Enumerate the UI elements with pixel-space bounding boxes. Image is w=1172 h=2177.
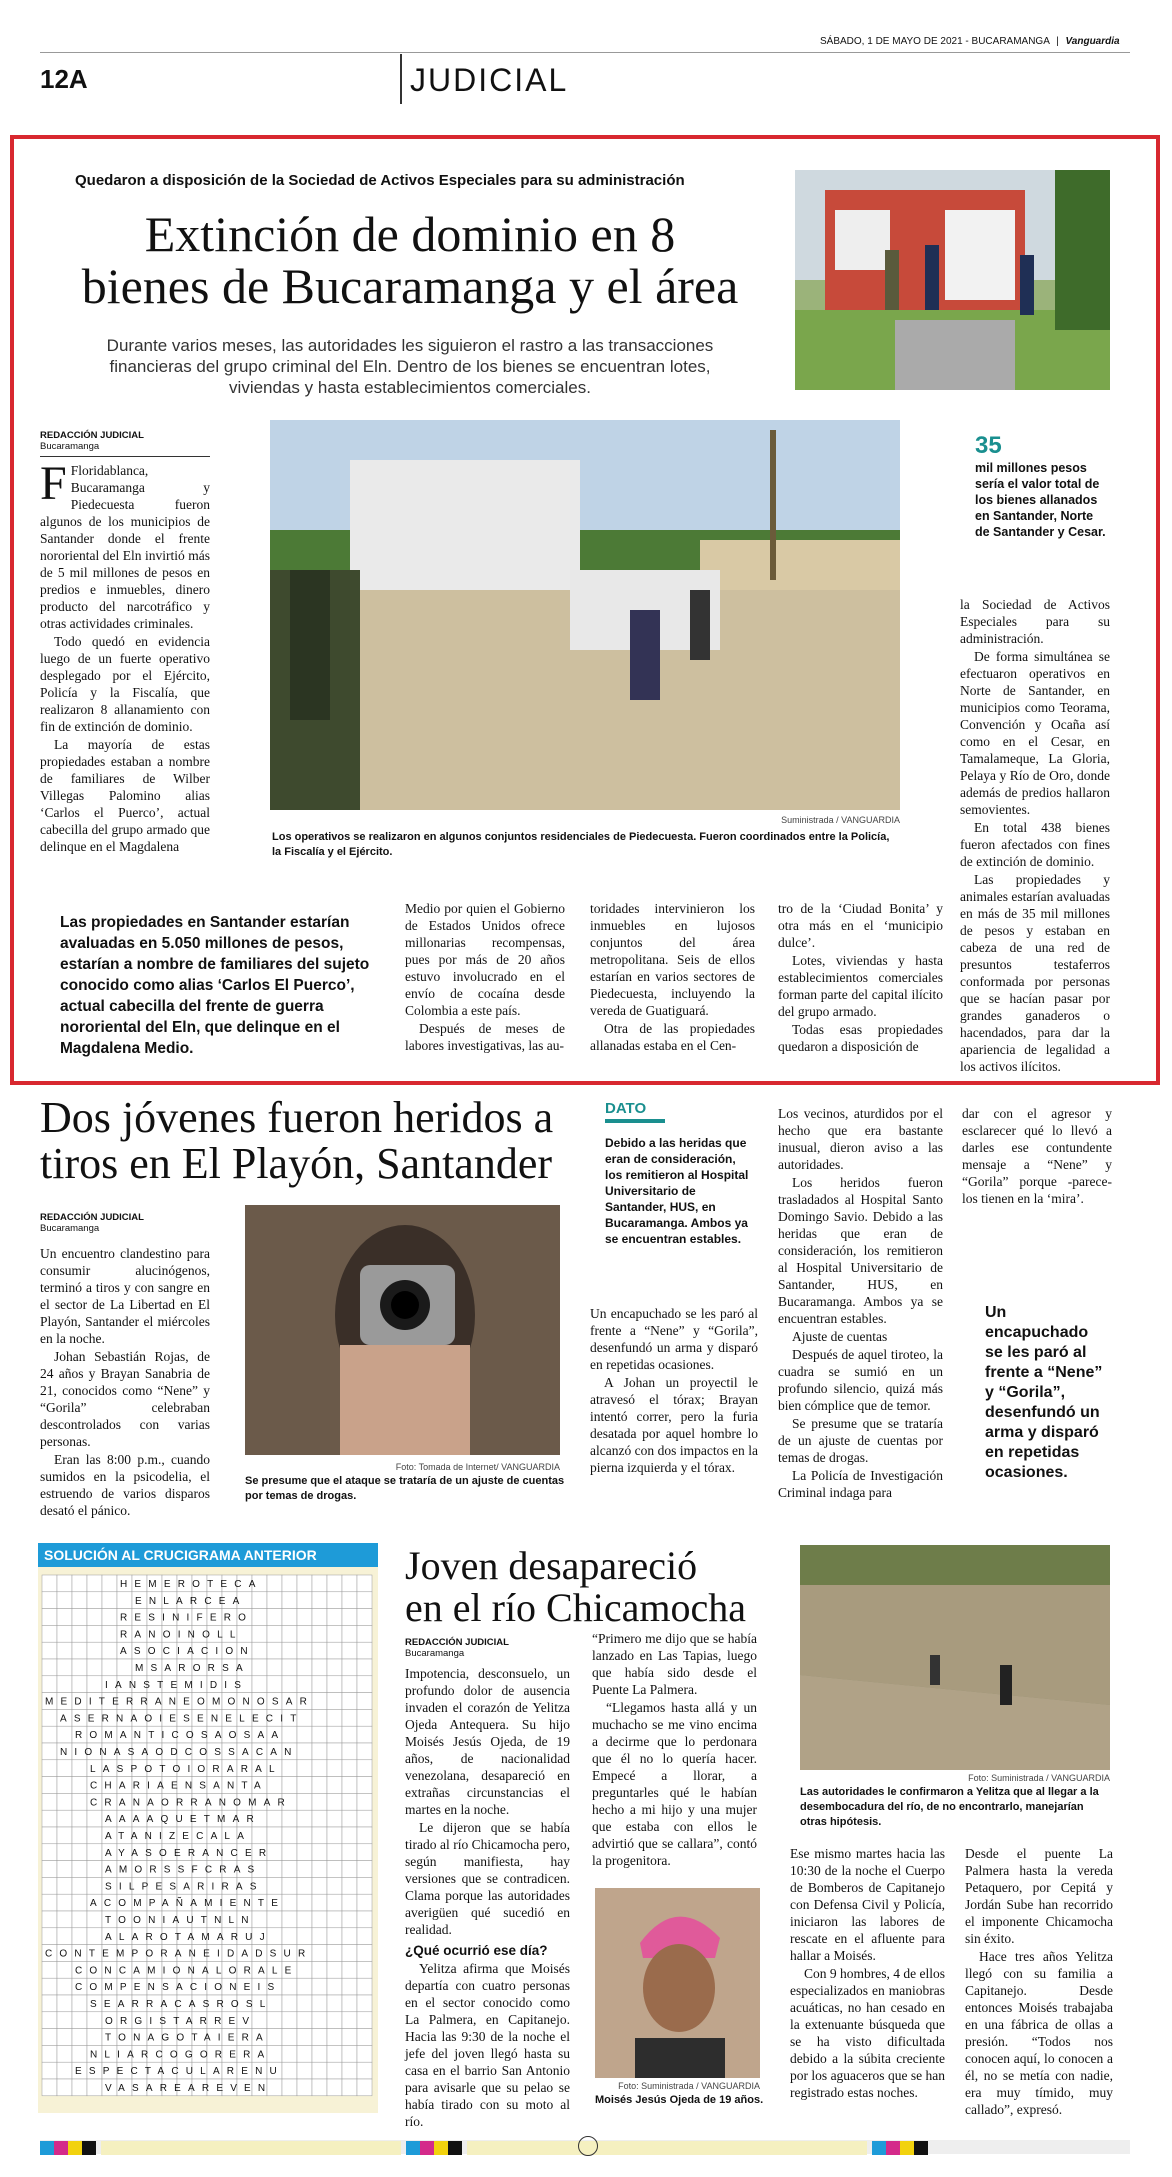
story1-col5-p2: De forma simultánea se efectuaron operativos en Norte de Santander, en municipios como Teorama, Convención y Ocaña así como en el Cesar, en Tamalameque, La Gloria, Pelaya y Río de Oro, donde además de predios hallaron semovientes.: [960, 649, 1110, 817]
crossword-row: [42, 1928, 372, 1945]
story2-column-1: [40, 1245, 210, 1520]
story1-headline: [40, 208, 780, 312]
crossword-row-text: TOONIAUTNLN: [105, 1915, 256, 1926]
story2-byline: [40, 1212, 210, 1234]
crossword-row-text: ASERNAOIESENELECIT: [60, 1713, 304, 1725]
story3-byline-place: Bucaramanga: [405, 1648, 465, 1659]
story1-col5-p3: En total 438 bienes fueron afectados con fines de extinción de dominio.: [960, 820, 1110, 869]
crossword-row: [42, 1642, 372, 1659]
crossword-row: [42, 1760, 372, 1777]
story1-stat-text: mil millones pesos sería el valor total de los bienes allanados en Santander, Norte de Santander y Cesar.: [975, 461, 1106, 539]
story1-col2-p2: Después de meses de labores investigativas, las au-: [405, 1021, 565, 1053]
crossword-row: [42, 1575, 372, 1592]
story3-portrait-caption: Moisés Jesús Ojeda de 19 años.: [595, 2094, 764, 2106]
crossword-row-text: MEDITERRANEOMONOSAR: [45, 1696, 315, 1708]
story3-col2-p2: “Llegamos hasta allá y un muchacho se me vino encima a decirme que lo perdonara que él no lo quería hacer. Empecé a llorar, a preguntarles qué le habían hecho a mi hijo y una mujer que estaba con ellos le advirtió que se callara”, contó la progenitora.: [592, 1700, 757, 1868]
story1-column-3: [590, 900, 755, 1055]
story3-col3-p2: Con 9 hombres, 4 de ellos especializados en maniobras acuáticas, no han cesado en la extenuante búsqueda que se ha visto dificultada debido a la súbita creciente por los aguaceros que se han registrado estas noches.: [790, 1966, 945, 2100]
crossword-row-text: VASAREAREVEN: [105, 2083, 273, 2094]
crossword-grid: [38, 1567, 378, 2112]
story2-column-5: [962, 1105, 1112, 1208]
story2-col1-p3: Eran las 8:00 p.m., cuando sumidos en la psicodelia, el estruendo de varios disparos desató el pánico.: [40, 1452, 210, 1518]
crossword-row: [42, 1945, 372, 1962]
crossword-row-text: TONAGOTAIERA: [105, 2032, 270, 2044]
story2-col1-p1: Un encuentro clandestino para consumir alucinógenos, terminó a tiros y con sangre en el sector de La Libertad en El Playón, Santander el miércoles en la noche.: [40, 1246, 210, 1346]
crossword-row: [42, 1861, 372, 1878]
crossword-row: [42, 1592, 372, 1609]
story1-col3-p1: toridades intervinieron los inmuebles en lujosos conjuntos del área metropolitana. Seis de ellos estarían en varios sectores de Piedecuesta, incluyendo la vereda de Guatiguará.: [590, 901, 755, 1018]
story2-col1-p2: Johan Sebastián Rojas, de 24 años y Brayan Sanabria de 21, conocidos como “Nene” y “Gorila” celebraban descontrolados con varias personas.: [40, 1349, 210, 1449]
crossword-row-text: LASPOTOIORARAL: [90, 1763, 282, 1775]
portrait-illustration: [595, 1888, 760, 2078]
crossword-row: [42, 2045, 372, 2062]
crossword-panel: [38, 1543, 378, 2113]
crossword-row: [42, 1810, 372, 1827]
crossword-row: [42, 1877, 372, 1894]
crossword-row-text: AMORSSFCRAS: [105, 1864, 262, 1876]
crossword-row-text: ENLARCEA: [135, 1595, 247, 1607]
story3-col4-p1: Desde el puente La Palmera hasta la vereda Petaquero, por Cepitá y Jordán Sube han recorrido el imponente Chicamocha sin éxito.: [965, 1846, 1113, 1946]
crossword-row-text: NLIARCOGORERA: [90, 2049, 272, 2061]
story2-photo-caption: Se presume que el ataque se trataría de un ajuste de cuentas por temas de drogas.: [245, 1475, 565, 1502]
crossword-row-text: ASOCIACION: [120, 1646, 255, 1658]
dato-label: DATO: [605, 1100, 665, 1123]
story1-byline-place: Bucaramanga: [40, 441, 100, 452]
story1-deck: Durante varios meses, las autoridades les siguieron el rastro a las transacciones financieras del grupo criminal del Eln. Dentro de los bienes se encuentran lotes, viviendas y hasta establecimientos comerciales.: [106, 336, 714, 397]
story3-river-credit: Foto: Suministrada / VANGUARDIA: [968, 1773, 1110, 1783]
crossword-row: [42, 1961, 372, 1978]
story2-col4-p4: Se presume que se trataría de un ajuste de cuentas por temas de drogas.: [778, 1416, 943, 1465]
gun-photo-illustration: [245, 1205, 560, 1455]
story1-main-photo: [270, 420, 900, 810]
story3-col1-p2: Le dijeron que se había tirado al río Chicamocha pero, según manifiesta, hay versiones que se contradicen. Clama porque las autoridades averigüen qué sucedió en realidad.: [405, 1820, 570, 1937]
story3-headline-line1: Joven desapareció: [405, 1543, 698, 1588]
crossword-row-text: IANSTEMIDIS: [105, 1679, 249, 1691]
crossword-row-text: ALAROTAMARUJ: [105, 1931, 272, 1943]
story1-byline-name: REDACCIÓN JUDICIAL: [40, 430, 144, 441]
story1-col4-p3: Todas esas propiedades quedaron a disposición de: [778, 1022, 943, 1054]
crossword-row: [42, 1709, 372, 1726]
story2-col5-p1: dar con el agresor y esclarecer qué lo llevó a darles ese contundente mensaje a “Nene” y “Gorila” porque -parece- los tienen en la ‘mira’.: [962, 1106, 1112, 1206]
crossword-row-text: COMPENSACIONEIS: [75, 1982, 282, 1994]
story3-headline-line2: en el río Chicamocha: [405, 1585, 746, 1630]
brand-logo: Vanguardia: [1065, 36, 1120, 47]
crossword-row: [42, 1793, 372, 1810]
crossword-row: [42, 2062, 372, 2079]
story1-photo-credit: Suministrada / VANGUARDIA: [781, 815, 900, 825]
story3-byline-name: REDACCIÓN JUDICIAL: [405, 1637, 509, 1648]
crossword-row: [42, 1777, 372, 1794]
crossword-row-text: SEARRACASROSL: [90, 1999, 273, 2010]
story2-col3-p2: A Johan un proyectil le atravesó el tórax; Brayan intentó correr, pero la furia desatada por aquel hombre lo alcanzó con dos impactos en la pierna izquierda y el tórax.: [590, 1375, 758, 1475]
river-illustration: [800, 1545, 1110, 1770]
crossword-row-text: HEMEROTECA: [120, 1579, 263, 1590]
crossword-row-text: NIONASAODCOSSACAN: [60, 1747, 299, 1758]
house-photo-illustration: [795, 170, 1110, 390]
story1-col2-p1: Medio por quien el Gobierno de Estados Unidos ofrece millonarias recompensas, pues por más de 20 años estuvo involucrado en el envío de cocaína desde Colombia a este país.: [405, 901, 565, 1018]
story3-headline: [405, 1545, 785, 1629]
story1-kicker: Quedaron a disposición de la Sociedad de Activos Especiales para su administración: [75, 172, 685, 189]
story1-col1-p1: F Floridablanca, Bucaramanga y Piedecuesta fueron algunos de los municipios de Santander donde el frente nororiental del Eln invirtió más de 5 mil millones de pesos en predios e inmuebles, dinero producto del narcotráfico y otras actividades criminales.: [40, 457, 210, 631]
story3-column-1: [405, 1665, 570, 2131]
story2-headline-line1: Dos jóvenes fueron heridos a: [40, 1093, 554, 1142]
story2-gun-photo: [245, 1205, 560, 1455]
crossword-row-text: ROMANTICOSAOSAA: [75, 1730, 286, 1742]
story1-column-5: [960, 596, 1110, 1076]
crossword-row-text: RANOINOLL: [120, 1629, 243, 1641]
crossword-row-text: CRANAORRANOMAR: [90, 1797, 292, 1809]
story3-river-caption: Las autoridades le confirmaron a Yelitza que al llegar a la desembocadura del río, de no encontrarlo, manejarían otras hipótesis.: [800, 1786, 1099, 1828]
story3-column-2: [592, 1630, 757, 1870]
story1-house-photo: [795, 170, 1110, 390]
crossword-row-text: SILPESARIRAS: [105, 1881, 264, 1893]
story2-col3-p1: Un encapuchado se les paró al frente a “Nene” y “Gorila”, desenfundó un arma y disparó en repetidas ocasiones.: [590, 1306, 758, 1372]
crossword-row: [42, 1609, 372, 1626]
story2-subhead: Ajuste de cuentas: [792, 1329, 888, 1344]
story3-col2-p1: “Primero me dijo que se había lanzado en Las Tapias, luego que había sido desde el Puente La Palmera.: [592, 1631, 757, 1697]
story2-byline-name: REDACCIÓN JUDICIAL: [40, 1212, 144, 1223]
story1-column-2: [405, 900, 565, 1055]
crossword-row-text: AAAAQUETMAR: [105, 1814, 261, 1826]
crossword-row-text: CONTEMPORANEIDADSUR: [45, 1948, 313, 1960]
crossword-row: [42, 1659, 372, 1676]
dato-text: Debido a las heridas que eran de consideración, los remitieron al Hospital Universitario de Santander, HUS, en Bucaramanga. Ambos ya se encuentran estables.: [605, 1136, 749, 1246]
story3-subhead: ¿Qué ocurrió ese día?: [405, 1943, 548, 1958]
crossword-row-text: CHARIAENSANTA: [90, 1780, 268, 1792]
story3-col1-p1: Impotencia, desconsuelo, un profundo dolor de ausencia invaden el corazón de Yelitza Ojeda Antequera. Su hijo Moisés Jesús Ojeda, de 19 años, de nacionalidad venezolana, desapareció en extrañas circunstancias el martes en la noche.: [405, 1666, 570, 1817]
crossword-row-text: CONCAMIONALORALE: [75, 1965, 299, 1977]
crossword-row: [42, 1827, 372, 1844]
crossword-row: [42, 1693, 372, 1710]
story1-column-4: [778, 900, 943, 1056]
story1-col3-p2: Otra de las propiedades allanadas estaba en el Cen-: [590, 1021, 755, 1053]
story3-column-4: [965, 1845, 1113, 2119]
story1-pullquote: Las propiedades en Santander estarían avaluadas en 5.050 millones de pesos, estarían a nombre de familiares del sujeto conocido como alias ‘Carlos El Puerco’, actual cabecilla del frente de guerra nororiental del Eln, que delinque en el Magdalena Medio.: [60, 914, 370, 1057]
crossword-row: [42, 1894, 372, 1911]
story2-column-4: [778, 1105, 943, 1502]
story2-headline: [40, 1095, 580, 1187]
story1-headline-line1: Extinción de dominio en 8: [144, 206, 676, 262]
crossword-row: [42, 2029, 372, 2046]
story1-photo-caption: Los operativos se realizaron en algunos conjuntos residenciales de Piedecuesta. Fueron coordinados entre la Policía, la Fiscalía y el Ejército.: [272, 831, 890, 858]
story1-headline-line2: bienes de Bucaramanga y el área: [81, 258, 739, 314]
crossword-row: [42, 2012, 372, 2029]
header-divider: [400, 54, 402, 104]
crossword-row: [42, 1995, 372, 2012]
crossword-row-text: AYASOERANCER: [105, 1847, 274, 1859]
section-title: JUDICIAL: [410, 62, 569, 98]
story2-byline-place: Bucaramanga: [40, 1223, 100, 1234]
operation-photo-illustration: [270, 420, 900, 810]
story1-column-1: [40, 457, 210, 856]
story2-photo-credit: Foto: Tomada de Internet/ VANGUARDIA: [395, 1462, 560, 1472]
story3-byline: [405, 1637, 565, 1659]
story2-headline-line2: tiros en El Playón, Santander: [40, 1139, 553, 1188]
crossword-row: [42, 1625, 372, 1642]
crossword-row: [42, 1844, 372, 1861]
header-rule: [40, 52, 1130, 53]
story1-col5-p4: Las propiedades y animales estarían avaluadas en más de 35 mil millones de pesos y estaban en cabeza de una red de presuntos testaferros conformada por personas que se hacían pasar por grandes ganaderos o hacendados, para dar la apariencia de legalidad a los activos ilícitos.: [960, 872, 1110, 1074]
page-number: 12A: [40, 64, 88, 94]
dropcap: F: [40, 457, 67, 510]
story3-col1-p3: Yelitza afirma que Moisés departía con cuatro personas en el sector conocido como La Palmera, en Capitanejo. Hacia las 9:30 de la noche el jefe del joven llegó hasta su casa en el barrio San Antonio para avisarle que su pelao se había tirado con su moto al río.: [405, 1961, 570, 2129]
story2-col4-p3: Después de aquel tiroteo, la cuadra se sumió en un profundo silencio, quizá más bien cómplice que de temor.: [778, 1347, 943, 1413]
crossword-title: SOLUCIÓN AL CRUCIGRAMA ANTERIOR: [38, 1543, 378, 1567]
crossword-row: [42, 1726, 372, 1743]
crossword-row: [42, 1743, 372, 1760]
crossword-row: [42, 1676, 372, 1693]
registration-mark-icon: [578, 2136, 598, 2156]
story3-portrait-photo: [595, 1888, 760, 2078]
crossword-row: [42, 1978, 372, 1995]
crossword-row: [42, 1911, 372, 1928]
crossword-row-text: RESINIFERO: [120, 1612, 254, 1624]
story2-col4-p2: Los heridos fueron trasladados al Hospital Santo Domingo Savio. Debido a las heridas que eran de consideración, los remitieron al Hospital Universitario de Santander, HUS, en Bucaramanga. Ambos ya se encuentran estables.: [778, 1175, 943, 1326]
story3-col3-p1: Ese mismo martes hacia las 10:30 de la noche el Cuerpo de Bomberos de Capitanejo con Defensa Civil y Policía, iniciaron las labores de rescate en el afluente para hallar a Moisés.: [790, 1846, 945, 1963]
story1-col4-p2: Lotes, viviendas y hasta establecimientos comerciales forman parte del capital ilícito del grupo armado.: [778, 953, 943, 1019]
story3-river-photo: [800, 1545, 1110, 1770]
dateline-text: SÁBADO, 1 DE MAYO DE 2021 - BUCARAMANGA: [820, 36, 1050, 47]
story3-portrait-credit: Foto: Suministrada / VANGUARDIA: [618, 2081, 760, 2091]
story1-col1-p2: Todo quedó en evidencia luego de un fuerte operativo desplegado por el Ejército, Policía y la Fiscalía, que realizaron 8 allanamiento con fin de extinción de dominio.: [40, 634, 210, 734]
crossword-row-text: MSARORSA: [135, 1663, 250, 1674]
story3-column-3: [790, 1845, 945, 2102]
story1-stat-number: 35: [975, 432, 1002, 459]
story3-col4-p2: Hace tres años Yelitza llegó con su familia a Capitanejo. Desde entonces Moisés trabajaba en una fábrica de ollas a presión. “Todos nos conocen aquí, lo conocen a él, no se metía con nadie, era muy tímido, muy callado”, expresó.: [965, 1949, 1113, 2117]
crossword-row-text: ESPECTACULARENU: [75, 2066, 284, 2078]
dateline: SÁBADO, 1 DE MAYO DE 2021 - BUCARAMANGA | Vanguardia: [820, 36, 1120, 47]
crossword-row-text: ACOMPAÑAMIENTE: [90, 1898, 286, 1910]
dato-box: [605, 1100, 750, 1247]
story2-pullquote: Un encapuchado se les paró al frente a “Nene” y “Gorila”, desenfundó un arma y disparó en repetidas ocasiones.: [985, 1304, 1103, 1481]
crossword-row-text: ATANIZECALA: [105, 1831, 252, 1842]
story1-col5-p1: la Sociedad de Activos Especiales para su administración.: [960, 597, 1110, 646]
story1-byline: [40, 430, 210, 457]
crossword-row-text: ORGISTARREV: [105, 2015, 257, 2027]
story2-col4-p1: Los vecinos, aturdidos por el hecho que era bastante inusual, dieron aviso a las autoridades.: [778, 1106, 943, 1172]
story2-column-3: [590, 1305, 758, 1477]
story1-col1-p3: La mayoría de estas propiedades estaban a nombre de familiares de Wilber Villegas Palomino alias ‘Carlos el Puerco’, actual cabecilla del grupo armado que delinque en el Magdalena: [40, 737, 210, 854]
crossword-row: [42, 2079, 372, 2096]
story1-col4-p1: tro de la ‘Ciudad Bonita’ y otra más en el ‘municipio dulce’.: [778, 901, 943, 950]
story2-col4-p5: La Policía de Investigación Criminal indaga para: [778, 1468, 943, 1500]
